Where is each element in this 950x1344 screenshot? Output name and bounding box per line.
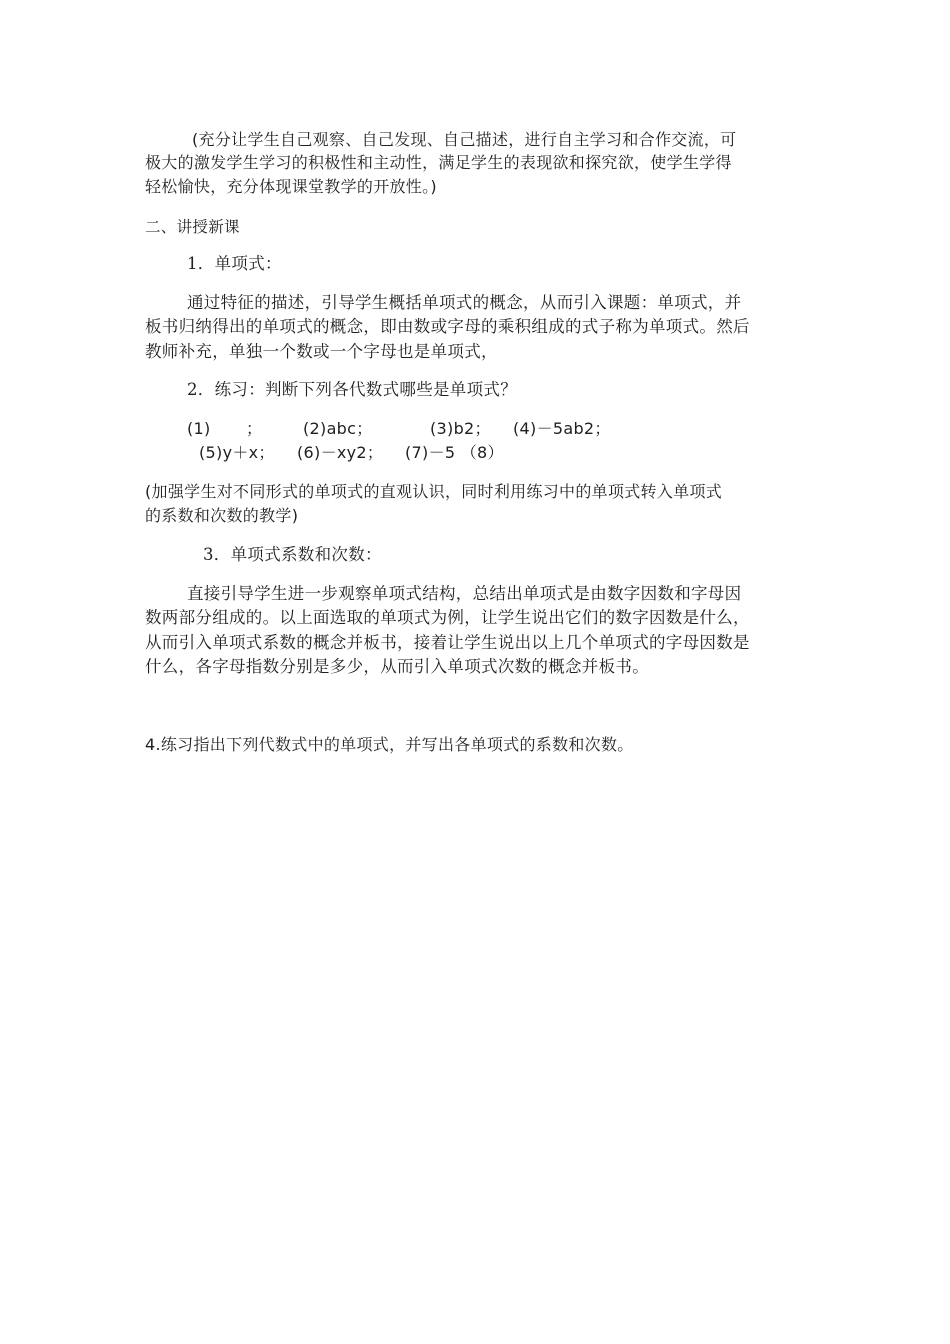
item3-body-line-1: 直接引导学生进一步观察单项式结构，总结出单项式是由数字因数和字母因 [187, 584, 742, 603]
exercise-6: (6)－xy2； [297, 443, 384, 462]
exercise-1: (1) [187, 419, 211, 438]
intro-note-line-2: 极大的激发学生学习的积极性和主动性，满足学生的表现欲和探究欲，使学生学得 [145, 153, 732, 172]
exercise-4: (4)－5ab2； [513, 419, 611, 438]
item1-body-line-2: 板书归纳得出的单项式的概念，即由数或字母的乘积组成的式子称为单项式。然后 [145, 317, 750, 336]
intro-note-line-1: (充分让学生自己观察、自己发现、自己描述，进行自主学习和合作交流，可 [192, 130, 737, 149]
item2-note-line-2: 的系数和次数的教学) [145, 506, 299, 525]
intro-note-line-3: 轻松愉快，充分体现课堂教学的开放性。) [145, 177, 437, 196]
item1-body-line-1: 通过特征的描述，引导学生概括单项式的概念，从而引入课题：单项式，并 [187, 293, 742, 312]
exercise-2: (2)abc； [303, 419, 373, 438]
item1-heading: 1．单项式： [187, 254, 282, 273]
exercise-5: (5)y＋x； [199, 443, 275, 462]
item3-body-line-3: 从而引入单项式系数的概念并板书，接着让学生说出以上几个单项式的字母因数是 [145, 633, 750, 652]
item1-body-line-3: 教师补充，单独一个数或一个字母也是单项式， [145, 342, 498, 361]
item4-heading: 4.练习指出下列代数式中的单项式，并写出各单项式的系数和次数。 [145, 735, 634, 754]
item2-note-line-1: (加强学生对不同形式的单项式的直观认识，同时利用练习中的单项式转入单项式 [145, 482, 723, 501]
exercise-3: (3)b2； [430, 419, 491, 438]
item3-heading: 3．单项式系数和次数： [203, 545, 382, 564]
section-heading: 二、讲授新课 [145, 218, 240, 236]
exercise-1-separator: ； [246, 419, 263, 438]
item3-body-line-2: 数两部分组成的。以上面选取的单项式为例，让学生说出它们的数字因数是什么， [145, 608, 750, 627]
exercise-7-8: (7)－5 （8） [405, 443, 504, 462]
item2-heading: 2．练习：判断下列各代数式哪些是单项式？ [187, 380, 517, 399]
item3-body-line-4: 什么，各字母指数分别是多少，从而引入单项式次数的概念并板书。 [145, 657, 649, 676]
